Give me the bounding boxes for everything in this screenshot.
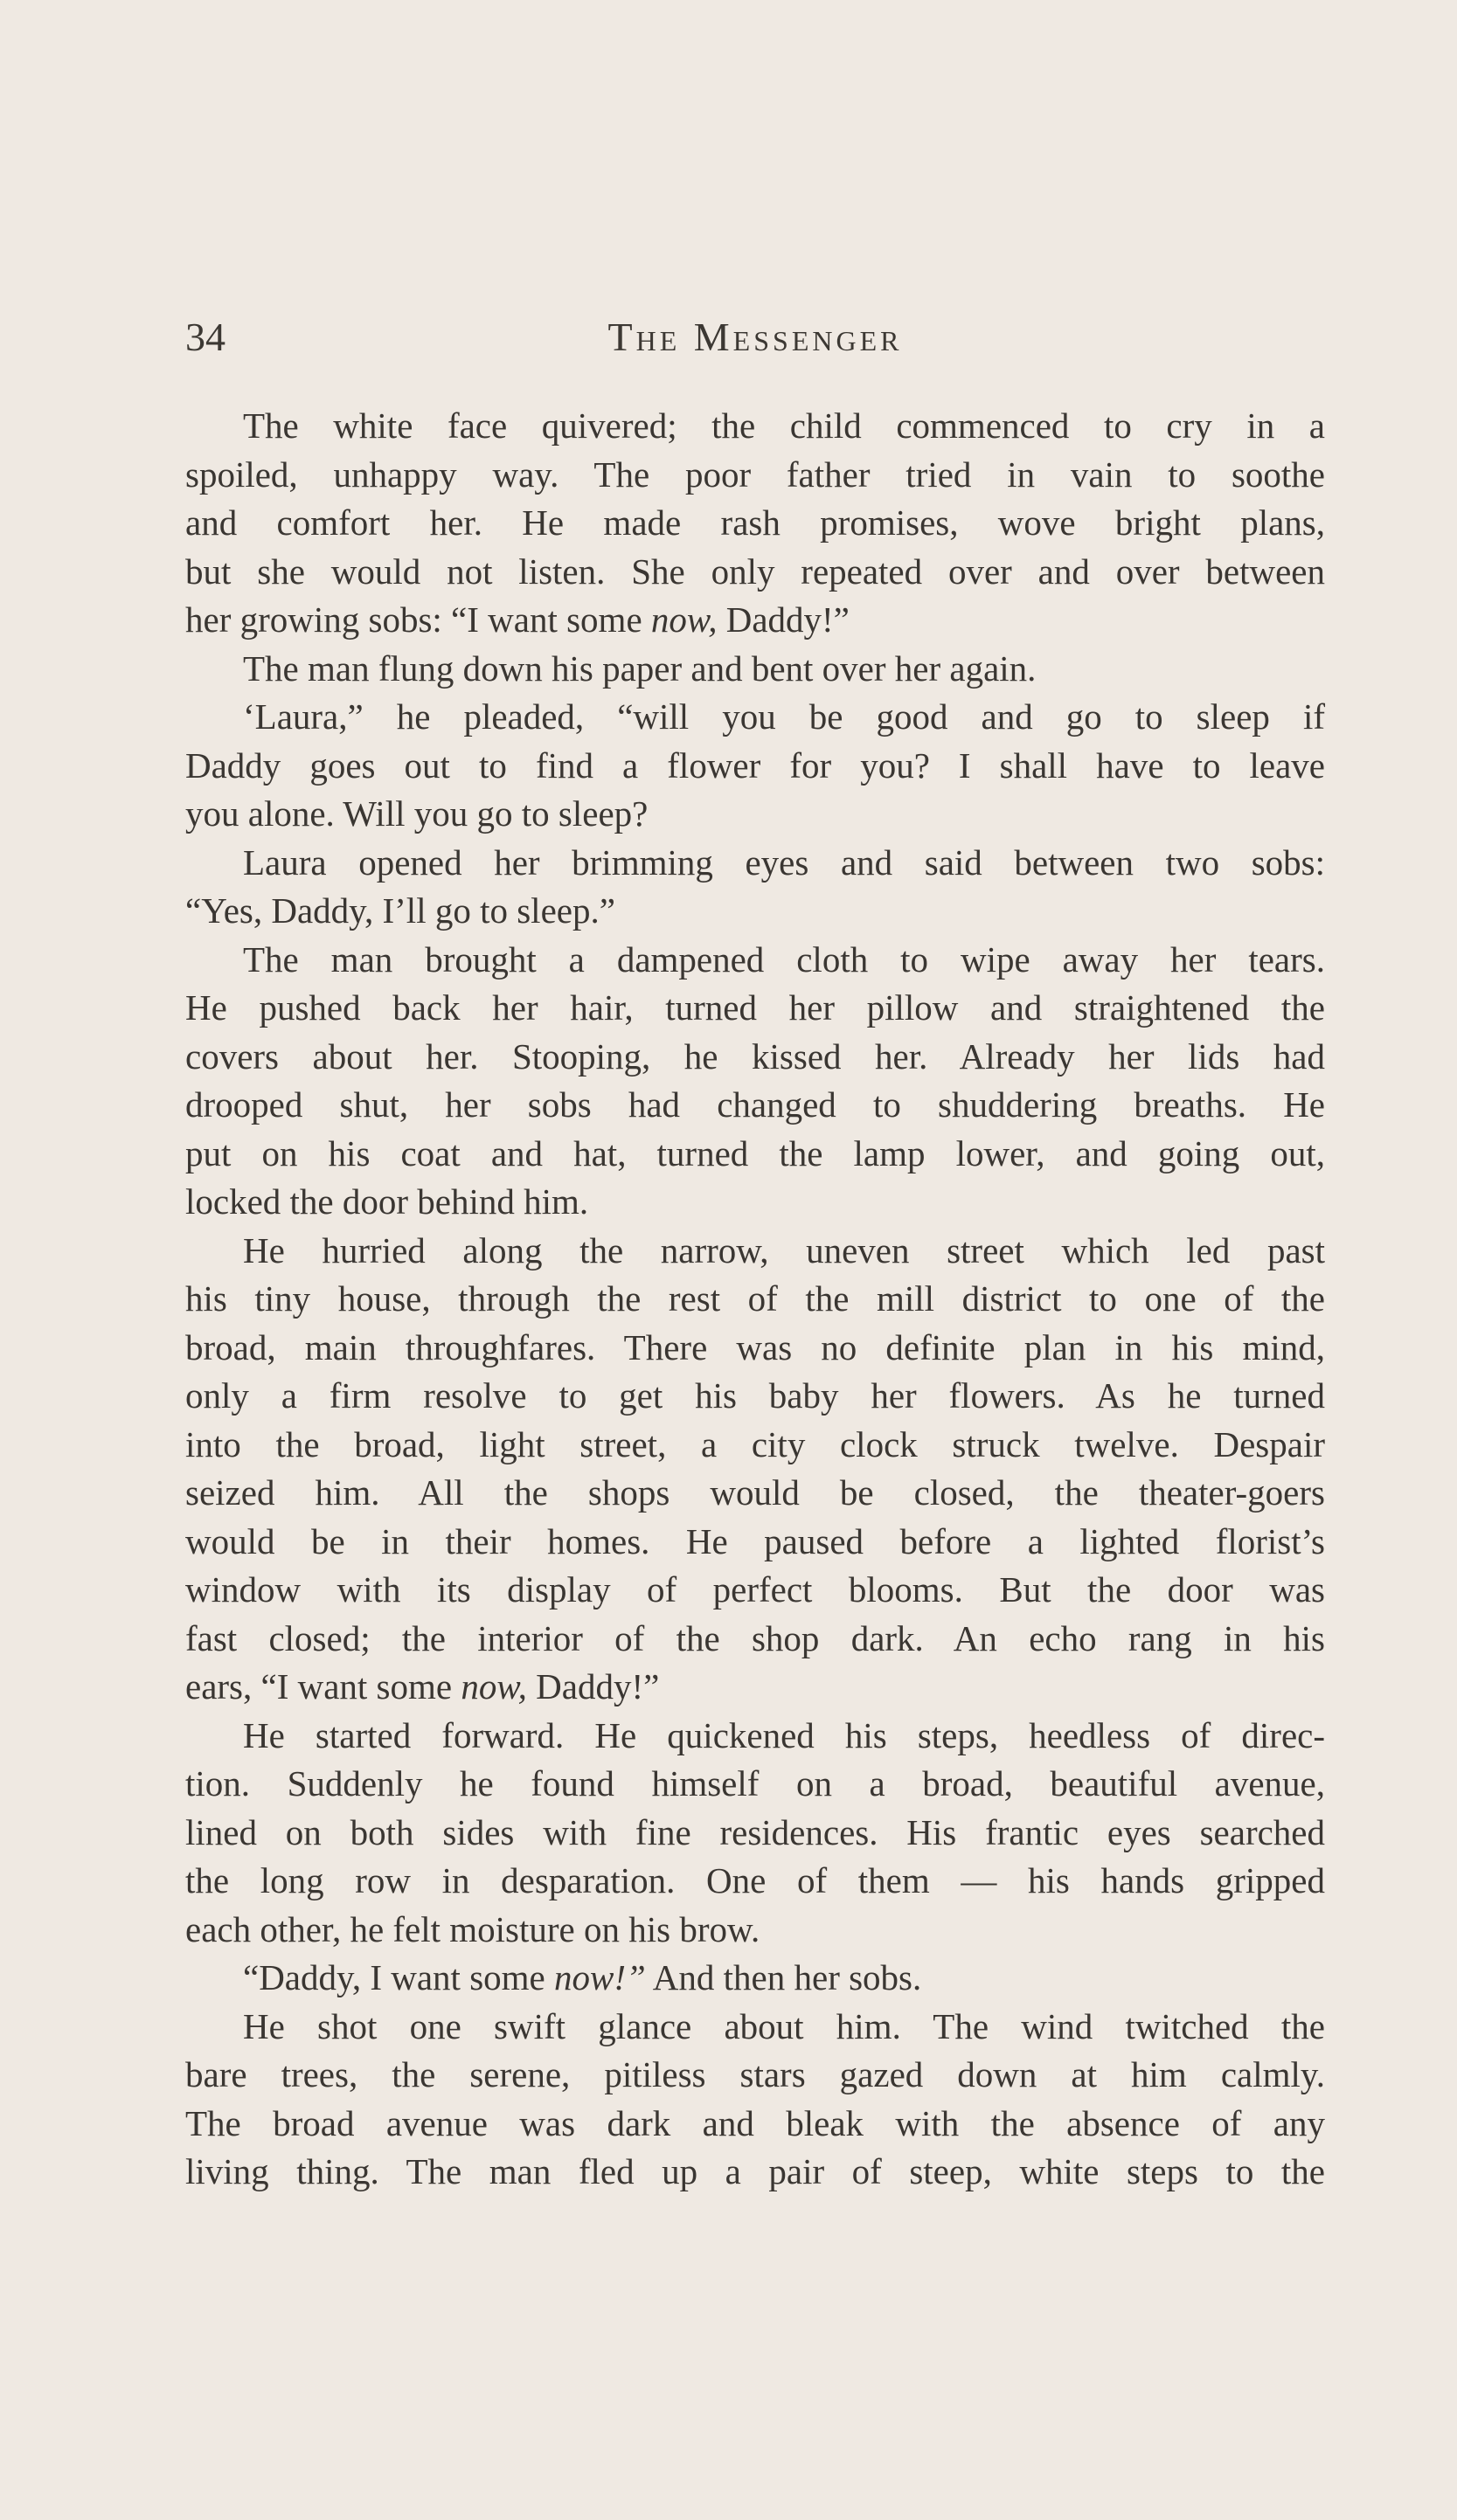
text-segment: Daddy!” (526, 1666, 660, 1707)
text-line (185, 596, 1325, 645)
text-line (185, 1130, 1325, 1179)
text-line (185, 1324, 1325, 1373)
text-segment: “Yes, Daddy, I’ll go to sleep.” (185, 890, 615, 931)
text-line (185, 1906, 1325, 1955)
text-line (185, 1227, 1325, 1276)
text-segment: tion. Suddenly he found himself on a broad, beautiful avenue, (185, 1763, 1325, 1803)
text-line (185, 1469, 1325, 1518)
text-line (185, 451, 1325, 500)
text-line (185, 790, 1325, 839)
text-segment: The broad avenue was dark and bleak with the absence of any (185, 2102, 1325, 2143)
text-segment: He hurried along the narrow, uneven street which led past (243, 1229, 1325, 1270)
text-segment: And then her sobs. (645, 1957, 922, 1997)
running-title: The Messenger (607, 315, 903, 359)
text-segment: covers about her. Stooping, he kissed her. Already her lids had (185, 1035, 1325, 1077)
emphasis-text: now, (650, 599, 718, 640)
text-line (185, 1518, 1325, 1567)
text-segment: her growing sobs: “I want some (185, 599, 651, 640)
text-segment: bare trees, the serene, pitiless stars gazed down at him calmly. (185, 2054, 1325, 2094)
text-segment: and comfort her. He made rash promises, wove bright plans, (185, 502, 1325, 543)
text-segment: The man flung down his paper and bent over her again. (243, 647, 1037, 689)
text-line (185, 1372, 1325, 1421)
text-line (185, 1033, 1325, 1082)
text-segment: into the broad, light street, a city clock struck twelve. Despair (185, 1423, 1325, 1464)
text-segment: his tiny house, through the rest of the mill district to one of the (185, 1278, 1325, 1319)
text-segment: drooped shut, her sobs had changed to shuddering breaths. He (185, 1084, 1325, 1125)
text-line (185, 1615, 1325, 1664)
text-segment: you alone. Will you go to sleep? (185, 793, 649, 834)
text-line (185, 1566, 1325, 1615)
text-segment: Laura opened her brimming eyes and said between two sobs: (243, 841, 1325, 883)
text-segment: Daddy goes out to find a flower for you? I shall have to leave (185, 744, 1325, 786)
text-line (185, 887, 1325, 936)
text-segment: lined on both sides with fine residences. His frantic eyes searched (185, 1811, 1325, 1852)
text-segment: “Daddy, I want some (243, 1957, 554, 1997)
text-line (185, 2100, 1325, 2149)
text-line (185, 548, 1325, 597)
text-segment: seized him. All the shops would be closed, the theater-goers (185, 1472, 1325, 1513)
text-segment: The man brought a dampened cloth to wipe away her tears. (243, 938, 1325, 980)
text-segment: locked the door behind him. (185, 1181, 589, 1222)
text-line (185, 645, 1325, 694)
text-line (185, 1275, 1325, 1324)
text-segment: but she would not listen. She only repeated over and over between (185, 550, 1325, 592)
text-segment: ‘Laura,” he pleaded, “will you be good and go to sleep if (243, 696, 1325, 737)
text-line (185, 839, 1325, 888)
text-line (185, 693, 1325, 742)
text-segment: the long row in desparation. One of them — his hands gripped (185, 1860, 1325, 1900)
text-segment: He started forward. He quickened his steps, heedless of direc- (243, 1714, 1325, 1755)
text-line (185, 1712, 1325, 1761)
running-head (185, 311, 1325, 363)
text-segment: would be in their homes. He paused before a lighted florist’s (185, 1520, 1325, 1561)
text-segment: put on his coat and hat, turned the lamp lower, and going out, (185, 1132, 1325, 1173)
emphasis-text: now, (461, 1666, 527, 1707)
text-line (185, 2148, 1325, 2197)
text-line (185, 2003, 1325, 2052)
text-line (185, 1760, 1325, 1809)
text-segment: each other, he felt moisture on his brow. (185, 1908, 760, 1949)
text-line (185, 1954, 1325, 2003)
text-line (185, 402, 1325, 451)
emphasis-text: now!” (554, 1957, 646, 1997)
text-segment: The white face quivered; the child commenced to cry in a (243, 405, 1325, 446)
text-segment: fast closed; the interior of the shop dark. An echo rang in his (185, 1617, 1325, 1658)
text-line (185, 1663, 1325, 1712)
text-line (185, 1178, 1325, 1227)
text-segment: only a firm resolve to get his baby her flowers. As he turned (185, 1375, 1325, 1416)
body-text (185, 402, 1325, 2197)
text-segment: window with its display of perfect blooms. But the door was (185, 1569, 1325, 1610)
page-number: 34 (185, 315, 225, 359)
text-line (185, 984, 1325, 1033)
text-segment: broad, main throughfares. There was no definite plan in his mind, (185, 1326, 1325, 1367)
text-line (185, 936, 1325, 985)
text-line (185, 1421, 1325, 1470)
text-line (185, 1081, 1325, 1130)
text-line (185, 742, 1325, 791)
text-segment: He shot one swift glance about him. The wind twitched the (243, 2005, 1325, 2046)
text-line (185, 499, 1325, 548)
text-segment: living thing. The man fled up a pair of steep, white steps to the (185, 2151, 1325, 2191)
text-line (185, 1857, 1325, 1906)
text-segment: Daddy!” (717, 599, 850, 640)
text-line (185, 1809, 1325, 1858)
text-line (185, 2051, 1325, 2100)
text-segment: spoiled, unhappy way. The poor father tried in vain to soothe (185, 453, 1325, 495)
text-segment: He pushed back her hair, turned her pillow and straightened the (185, 987, 1325, 1028)
text-segment: ears, “I want some (185, 1666, 461, 1707)
